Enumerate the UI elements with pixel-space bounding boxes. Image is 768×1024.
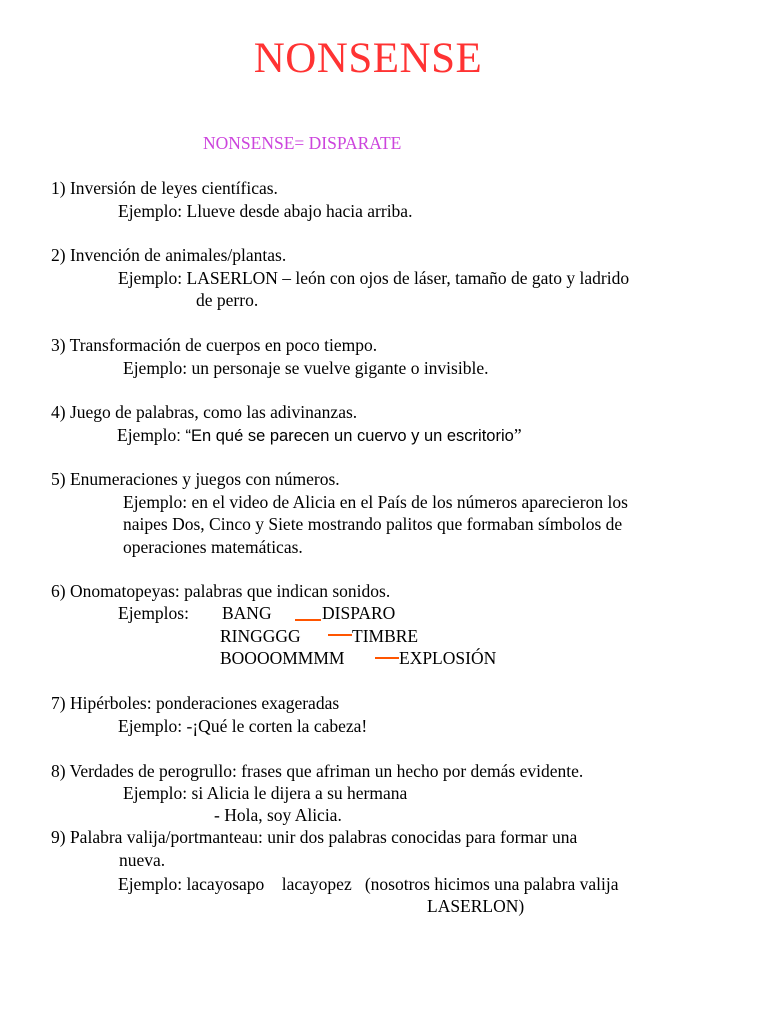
item-3-heading: 3) Transformación de cuerpos en poco tiempo. <box>51 335 378 355</box>
item-1-heading: 1) Inversión de leyes científicas. <box>51 178 278 198</box>
item-6-word-ringggg: RINGGGG <box>220 626 301 646</box>
arrow-line-3 <box>375 657 399 659</box>
item-8-heading: 8) Verdades de perogrullo: frases que afriman un hecho por demás evidente. <box>51 761 584 781</box>
item-5-example: Ejemplo: en el video de Alicia en el País de los números aparecieron los <box>123 492 628 512</box>
item-2-example: Ejemplo: LASERLON – león con ojos de láser, tamaño de gato y ladrido <box>118 268 630 288</box>
item-6-word-bang: BANG <box>222 603 272 623</box>
item-2-heading: 2) Invención de animales/plantas. <box>51 245 287 265</box>
arrow-line-1 <box>295 619 321 621</box>
item-8-example: Ejemplo: si Alicia le dijera a su hermana <box>123 783 408 803</box>
item-4-example-close-quote: ” <box>513 425 522 445</box>
item-7-heading: 7) Hipérboles: ponderaciones exageradas <box>51 693 340 713</box>
item-4-example-quote: : “En qué se parecen un cuervo y un escritorio <box>176 427 514 445</box>
item-9-heading: 9) Palabra valija/portmanteau: unir dos palabras conocidas para formar una <box>51 827 578 847</box>
item-1-example: Ejemplo: Llueve desde abajo hacia arriba. <box>118 201 413 221</box>
item-4-heading: 4) Juego de palabras, como las adivinanzas. <box>51 402 358 422</box>
item-6-word-timbre: TIMBRE <box>352 626 419 646</box>
item-7-example: Ejemplo: -¡Qué le corten la cabeza! <box>118 716 368 736</box>
arrow-line-2 <box>328 634 352 636</box>
item-6-word-disparo: DISPARO <box>322 603 396 623</box>
item-3-example: Ejemplo: un personaje se vuelve gigante o invisible. <box>123 358 489 378</box>
item-9-example: Ejemplo: lacayosapo lacayopez (nosotros hicimos una palabra valija <box>118 874 619 894</box>
page-title: NONSENSE <box>253 35 483 82</box>
item-6-heading: 6) Onomatopeyas: palabras que indican sonidos. <box>51 581 391 601</box>
item-6-word-boooommmm: BOOOOMMMM <box>220 648 345 668</box>
item-9-example-cont: LASERLON) <box>427 896 525 916</box>
item-8-example-cont: - Hola, soy Alicia. <box>214 805 342 825</box>
item-2-example-cont: de perro. <box>196 290 259 310</box>
item-5-heading: 5) Enumeraciones y juegos con números. <box>51 469 340 489</box>
item-6-word-explosion: EXPLOSIÓN <box>399 648 497 668</box>
item-4-example <box>117 424 522 447</box>
item-5-example-cont-2: operaciones matemáticas. <box>123 537 303 557</box>
page-subtitle: NONSENSE= DISPARATE <box>203 133 402 153</box>
item-6-examples-label: Ejemplos: <box>118 603 189 623</box>
item-4-example-label: Ejemplo <box>117 425 177 445</box>
item-5-example-cont-1: naipes Dos, Cinco y Siete mostrando palitos que formaban símbolos de <box>123 514 623 534</box>
item-9-heading-cont: nueva. <box>119 850 166 870</box>
